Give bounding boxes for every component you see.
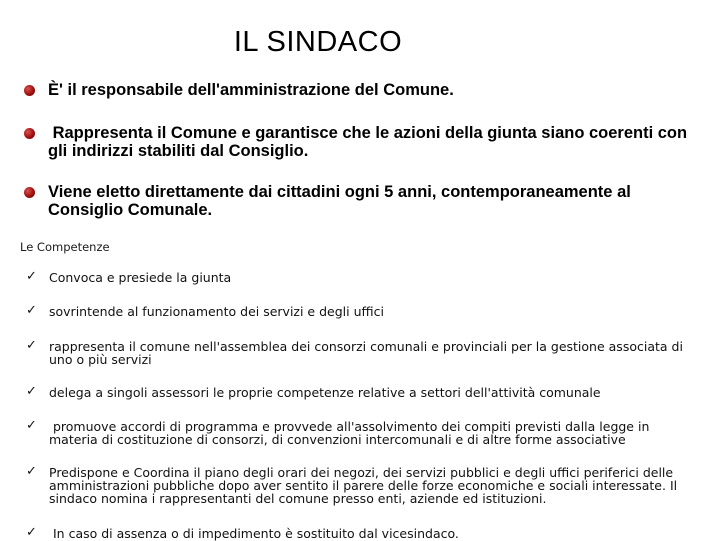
bullet-text: Rappresenta il Comune e garantisce che le azioni della giunta siano coerenti con gli indirizzi stabiliti dal Consiglio. bbox=[48, 124, 692, 160]
bullet-dot-icon bbox=[24, 187, 35, 198]
checkmark-icon: ✓ bbox=[26, 338, 37, 353]
checkmark-icon: ✓ bbox=[26, 464, 37, 479]
list-item-text: Convoca e presiede la giunta bbox=[49, 270, 232, 285]
checkmark-icon: ✓ bbox=[26, 525, 37, 540]
checkmark-icon: ✓ bbox=[26, 269, 37, 284]
list-item-text: rappresenta il comune nell'assemblea dei consorzi comunali e provinciali per la gestione associata di uno o più servizi bbox=[49, 339, 683, 367]
list-item-text: promuove accordi di programma e provvede all'assolvimento dei compiti previsti dalla legge in materia di costituzione di consorzi, di convenzioni intercomunali e di altre forme associative bbox=[49, 419, 654, 447]
section-subheading: Le Competenze bbox=[20, 240, 110, 254]
checkmark-icon: ✓ bbox=[26, 418, 37, 433]
bullet-text: Viene eletto direttamente dai cittadini ogni 5 anni, contemporaneamente al Consiglio Comunale. bbox=[48, 183, 631, 219]
checkmark-icon: ✓ bbox=[26, 303, 37, 318]
bullet-dot-icon bbox=[24, 85, 35, 96]
list-item-text: sovrintende al funzionamento dei servizi e degli uffici bbox=[49, 304, 384, 319]
checkmark-icon: ✓ bbox=[26, 384, 37, 399]
bullet-text: È' il responsabile dell'amministrazione del Comune. bbox=[48, 81, 454, 99]
list-item-text: delega a singoli assessori le proprie competenze relative a settori dell'attività comunale bbox=[49, 385, 601, 400]
list-item-text: Predispone e Coordina il piano degli orari dei negozi, dei servizi pubblici e degli uffici periferici delle amministrazioni pubbliche dopo aver sentito il parere delle forze economiche e sociali interessate. Il sindaco nomina i rappresentanti del comune presso enti, aziende ed istituzioni. bbox=[49, 465, 678, 506]
bullet-dot-icon bbox=[24, 128, 35, 139]
page-title: IL SINDACO bbox=[233, 26, 403, 58]
list-item-text: In caso di assenza o di impedimento è sostituito dal vicesindaco. bbox=[49, 526, 459, 541]
